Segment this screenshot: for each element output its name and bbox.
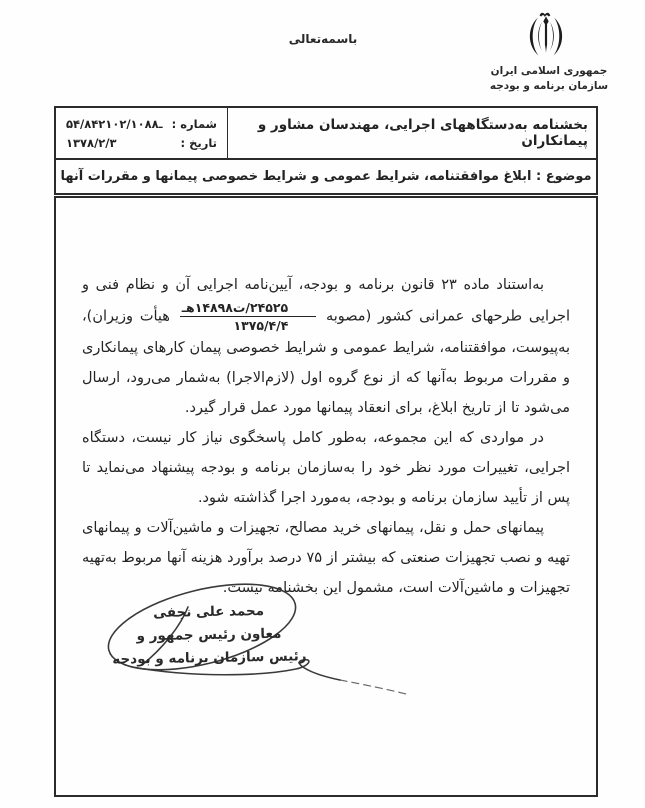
- date-line: [66, 134, 217, 153]
- paragraph-1: [82, 270, 570, 423]
- number-label: شماره :: [171, 117, 217, 131]
- signer-title-2: رئیس سازمان برنامه و بودجه: [112, 648, 307, 668]
- org-name-line1: جمهوری اسلامی ایران: [490, 65, 608, 77]
- subject-line: موضوع : ابلاغ موافقتنامه، شرایط عمومی و شرایط خصوصی پیمانها و مقررات آنها: [60, 169, 592, 184]
- paragraph-1-before: به‌استناد ماده ۲۳ قانون برنامه و بودجه، آیین‌نامه اجرایی آن و نظام فنی و اجرایی طرحهای عمرانی کشور (مصوبه: [82, 277, 571, 325]
- number-line: [66, 115, 217, 134]
- paragraph-2: در مواردی که این مجموعه، به‌طور کامل پاسخگوی نیاز کار نیست، دستگاه اجرایی، تغییرات مورد نظر خود را به‌سازمان برنامه و بودجه پیشنهاد می‌نماید تا پس از تأیید سازمان برنامه و بودجه، به‌مورد اجرا گذاشته شود.: [82, 430, 570, 506]
- number-date-cell: [56, 108, 228, 158]
- header-row-main: [56, 108, 596, 160]
- signature-block: [84, 575, 424, 720]
- number-value: ۵۴/۸۴۲ـ۱۰۲/۱۰۸۸: [66, 117, 163, 131]
- date-value: ۱۳۷۸/۲/۳: [66, 136, 117, 150]
- iran-emblem-icon: [519, 9, 573, 63]
- letter-body-text: [82, 270, 570, 603]
- approval-number: ۲۴۵۲۵/ت۱۴۸۹۸هـ: [180, 300, 316, 317]
- header-table: [54, 106, 598, 195]
- paragraph-1-after: هیأت وزیران)، به‌پیوست، موافقتنامه، شرایط عمومی و شرایط خصوصی پیمان کارهای پیمانکاری و مقررات مربوط به‌آنها که از نوع گروه اول (لازم‌الاجرا) به‌شمار می‌رود، ارسال می‌شود تا از تاریخ ابلاغ، برای انعقاد پیمانها مورد عمل قرار گیرد.: [82, 308, 570, 416]
- signature-text: [83, 599, 334, 672]
- org-name: [470, 64, 628, 94]
- approval-date: ۱۳۷۵/۴/۴: [233, 318, 289, 333]
- approval-number-fraction: [180, 300, 316, 333]
- bismillah-heading: باسمه‌تعالی: [288, 32, 358, 46]
- org-name-line2: سازمان برنامه و بودجه: [489, 80, 609, 92]
- paragraph-3: پیمانهای حمل و نقل، پیمانهای خرید مصالح، تجهیزات و ماشین‌آلات و پیمانهای تهیه و نصب تجهیزات صنعتی که بیشتر از ۷۵ درصد برآورد هزینه آنها مربوط به‌تهیه تجهیزات و ماشین‌آلات است، مشمول این بخشنامه نیست.: [82, 520, 570, 596]
- signer-name: محمد علی نجفی: [153, 603, 265, 621]
- signer-title-1: معاون رئیس جمهور و: [136, 625, 282, 645]
- circular-recipients: بخشنامه به‌دستگاههای اجرایی، مهندسان مشاور و پیمانکاران: [257, 117, 588, 149]
- date-label: تاریخ :: [180, 136, 217, 150]
